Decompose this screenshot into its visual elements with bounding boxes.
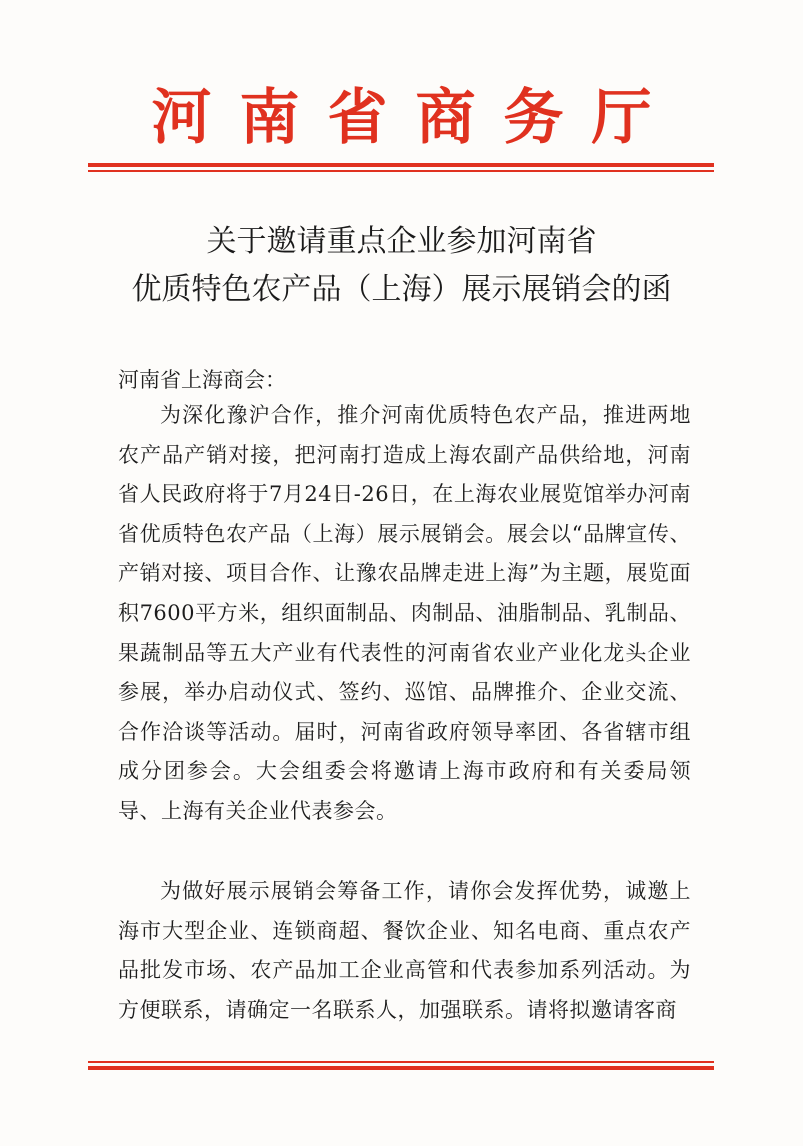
salutation: 河南省上海商会： bbox=[118, 368, 286, 392]
letterhead-rule-thick bbox=[88, 163, 714, 167]
document-title-line-1: 关于邀请重点企业参加河南省 bbox=[206, 224, 597, 259]
letterhead-org-name: 河南省商务厅 bbox=[151, 83, 680, 153]
body-paragraph-2: 为做好展示展销会筹备工作，请你会发挥优势，诚邀上海市大型企业、连锁商超、餐饮企业、知名电商、重点农产品批发市场、农产品加工企业高管和代表参加系列活动。为方便联系，请确定一名联系人，加强联系。请将拟邀请客商 bbox=[118, 879, 691, 1022]
footer-rule-thick bbox=[88, 1066, 714, 1070]
footer-red-rule bbox=[88, 1061, 714, 1070]
footer-rule-thin bbox=[88, 1061, 714, 1063]
document-title-line-2: 优质特色农产品（上海）展示展销会的函 bbox=[131, 272, 672, 307]
body-paragraph-1: 为深化豫沪合作，推介河南优质特色农产品，推进两地农产品产销对接，把河南打造成上海农副产品供给地，河南省人民政府将于7月24日-26日，在上海农业展览馆举办河南省优质特色农产品（上海）展示展销会。展会以“品牌宣传、产销对接、项目合作、让豫农品牌走进上海”为主题，展览面积7600平方米，组织面制品、肉制品、油脂制品、乳制品、果蔬制品等五大产业有代表性的河南省农业产业化龙头企业参展，举办启动仪式、签约、巡馆、品牌推介、企业交流、合作洽谈等活动。届时，河南省政府领导率团、各省辖市组成分团参会。大会组委会将邀请上海市政府和有关委局领导、上海有关企业代表参会。 bbox=[118, 403, 691, 823]
letterhead-red-rule bbox=[88, 163, 714, 172]
letterhead-rule-thin bbox=[88, 170, 714, 172]
